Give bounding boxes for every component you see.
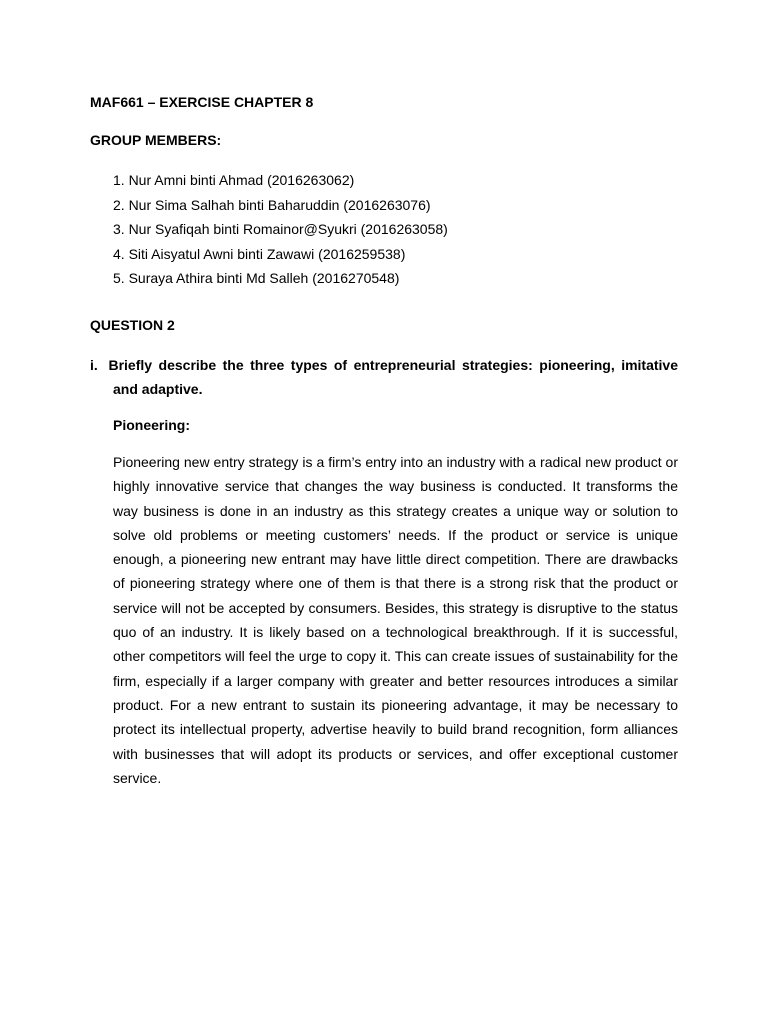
sub-question-text: Briefly describe the three types of entrepreneurial strategies: pioneering, imitative and adaptive. [108, 357, 678, 397]
answer-paragraph: Pioneering new entry strategy is a firm’s entry into an industry with a radical new product or highly innovative service that changes the way business is conducted. It transforms the way business is done in an industry as this strategy creates a unique way or solution to solve old problems or meeting customers’ needs. If the product or service is unique enough, a pioneering new entrant may have little direct competition. There are drawbacks of pioneering strategy where one of them is that there is a strong risk that the product or service will not be accepted by consumers. Besides, this strategy is disruptive to the status quo of an industry. It is likely based on a technological breakthrough. If it is successful, other competitors will feel the urge to copy it. This can create issues of sustainability for the firm, especially if a larger company with greater and better resources introduces a similar product. For a new entrant to sustain its pioneering advantage, it may be necessary to protect its intellectual property, advertise heavily to build brand recognition, form alliances with businesses that will adopt its products or services, and offer exceptional customer service. [113, 454, 678, 786]
group-members-list [113, 168, 448, 291]
section-heading: Pioneering: [113, 417, 191, 433]
list-item: 3. Nur Syafiqah binti Romainor@Syukri (2016263058) [113, 221, 448, 237]
sub-question-number: i. [90, 357, 98, 373]
question-heading: QUESTION 2 [90, 317, 175, 333]
list-item: 1. Nur Amni binti Ahmad (2016263062) [113, 172, 355, 188]
document-title: MAF661 – EXERCISE CHAPTER 8 [90, 94, 314, 110]
group-members-heading: GROUP MEMBERS: [90, 132, 222, 148]
list-item: 2. Nur Sima Salhah binti Baharuddin (2016263076) [113, 196, 431, 213]
sub-question [90, 353, 678, 401]
list-item: 4. Siti Aisyatul Awni binti Zawawi (2016259538) [113, 245, 406, 262]
list-item: 5. Suraya Athira binti Md Salleh (2016270548) [113, 270, 400, 286]
